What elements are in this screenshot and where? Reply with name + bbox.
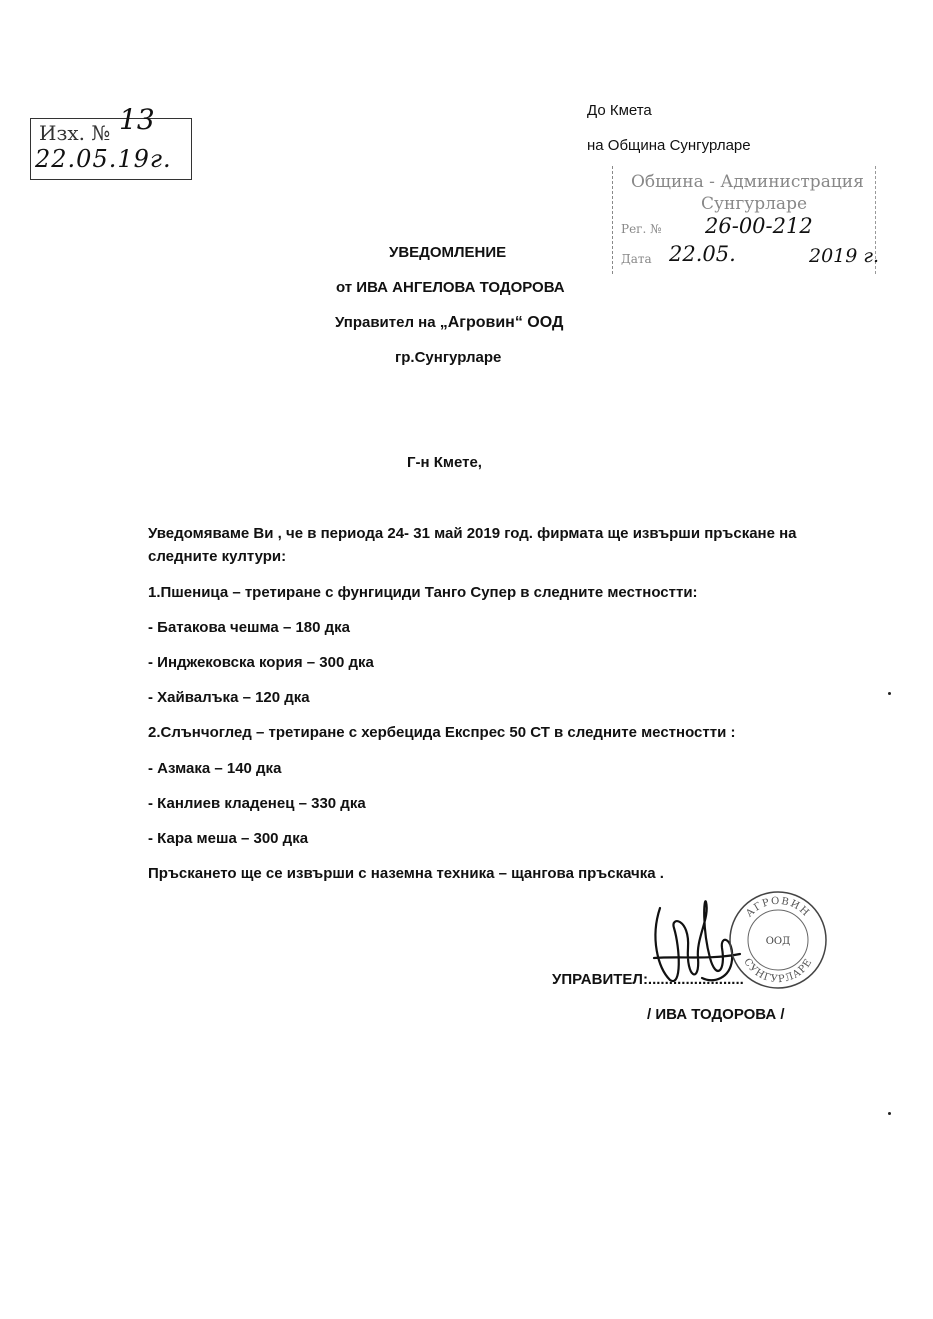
signatory-name: / ИВА ТОДОРОВА / (647, 1006, 785, 1023)
salutation: Г-н Кмете, (407, 454, 482, 471)
incoming-stamp-reg-label: Рег. № (621, 222, 662, 236)
outgoing-stamp-date: 22.05.19г. (35, 145, 172, 173)
list-item: - Кара меша – 300 дка (148, 830, 309, 847)
list-item: - Азмака – 140 дка (148, 760, 282, 777)
seal-center-text: ООД (765, 936, 791, 947)
seal-bottom-text: СУНГУРЛАРЕ (741, 956, 815, 986)
section-2-heading: 2.Слънчоглед – третиране с хербецида Експрес 50 СТ в следните местностти : (148, 724, 736, 741)
list-item: - Инджековска кория – 300 дка (148, 654, 374, 671)
list-item: - Батакова чешма – 180 дка (148, 619, 351, 636)
list-item: - Канлиев кладенец – 330 дка (148, 795, 366, 812)
incoming-stamp-date-label: Дата (621, 252, 652, 266)
addressee-line-2: на Община Сунгурларе (587, 137, 751, 154)
list-item: - Хайвалъка – 120 дка (148, 689, 310, 706)
svg-text:АГРОВИН (744, 896, 812, 920)
incoming-stamp-reg-number: 26-00-212 (705, 214, 813, 238)
seal-top-text: АГРОВИН (744, 895, 812, 920)
addressee-line-1: До Кмета (587, 102, 652, 119)
company-seal-graphic (726, 888, 830, 992)
outgoing-number-stamp (30, 103, 192, 180)
outgoing-stamp-number: 13 (119, 103, 155, 136)
outgoing-stamp-label: Изх. № (39, 121, 111, 145)
sender-role-prefix: Управител на (335, 314, 440, 331)
incoming-stamp-year: 2019 г. (809, 245, 880, 267)
signature-label: УПРАВИТЕЛ:....................... (552, 971, 744, 988)
document-title: УВЕДОМЛЕНИЕ (389, 244, 507, 261)
incoming-stamp-line-1: Община - Администрация (631, 172, 864, 192)
scan-speck (888, 692, 891, 695)
sender-line: от ИВА АНГЕЛОВА ТОДОРОВА (336, 279, 565, 296)
intro-line-1: Уведомяваме Ви , че в периода 24- 31 май 2019 год. фирмата ще извърши пръскане на (148, 525, 797, 542)
sender-role-line (335, 314, 563, 332)
company-seal (726, 888, 830, 992)
incoming-stamp-date: 22.05. (669, 242, 736, 266)
company-name: „Агровин“ ООД (439, 314, 564, 331)
intro-line-2: следните култури: (148, 548, 287, 565)
scan-speck (888, 1112, 891, 1115)
municipality-registration-stamp (612, 166, 880, 274)
sender-city: гр.Сунгурларе (395, 349, 502, 366)
section-1-heading: 1.Пшеница – третиране с фунгициди Танго Супер в следните местностти: (148, 584, 698, 601)
closing-line: Пръскането ще се извърши с наземна техника – щангова пръскачка . (148, 865, 664, 882)
incoming-stamp-line-2: Сунгурларе (701, 194, 808, 214)
